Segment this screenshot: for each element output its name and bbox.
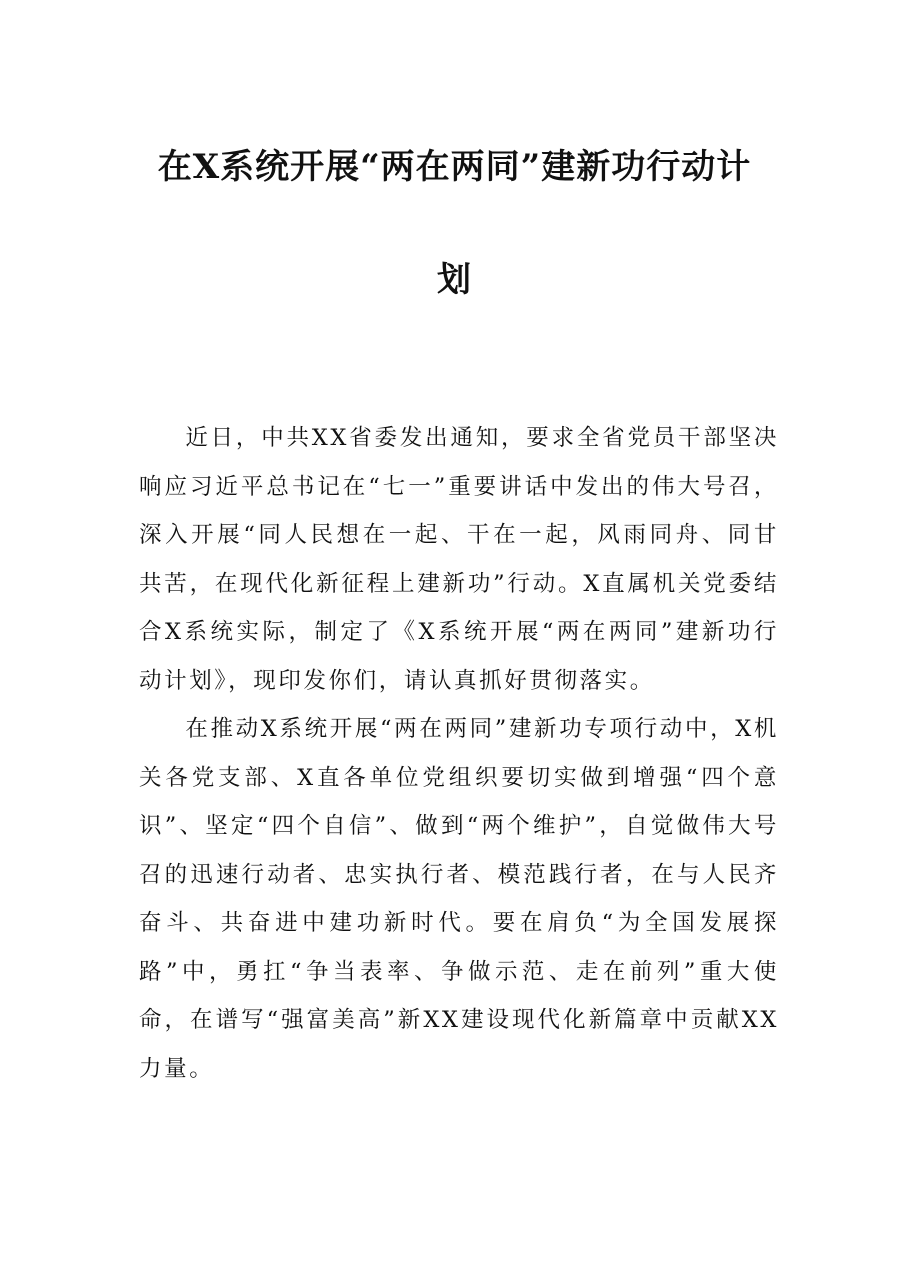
document-body [139,414,779,1093]
paragraph-1: 近日，中共XX省委发出通知，要求全省党员干部坚决响应习近平总书记在“七一”重要讲话中发出的伟大号召，深入开展“同人民想在一起、干在一起，风雨同舟、同甘共苦，在现代化新征程上建新功”行动。X直属机关党委结合X系统实际，制定了《X系统开展“两在两同”建新功行动计划》，现印发你们，请认真抓好贯彻落实。 [139,425,779,694]
document-title-line-1: 在X系统开展“两在两同”建新功行动计 [157,147,752,187]
paragraph-2: 在推动X系统开展“两在两同”建新功专项行动中，X机关各党支部、X直各单位党组织要切实做到增强“四个意识”、坚定“四个自信”、做到“两个维护”，自觉做伟大号召的迅速行动者、忠实执行者、模范践行者，在与人民齐奋斗、共奋进中建功新时代。要在肩负“为全国发展探路”中，勇扛“争当表率、争做示范、走在前列”重大使命，在谱写“强富美高”新XX建设现代化新篇章中贡献XX力量。 [139,716,779,1082]
document-title-line-2: 划 [437,260,472,300]
